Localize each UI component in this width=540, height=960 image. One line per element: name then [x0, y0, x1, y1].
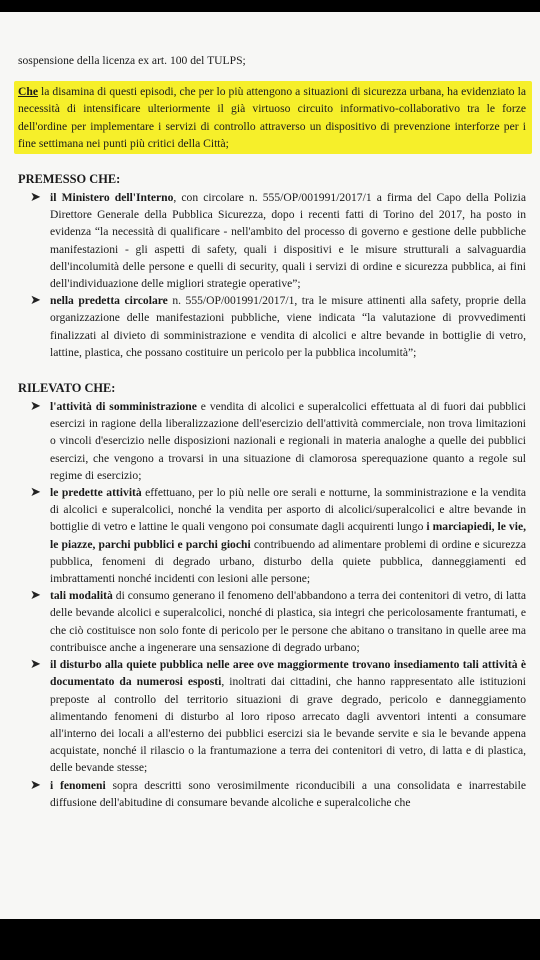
- item-text: , con circolare n. 555/OP/001991/2017/1 a firma del Capo della Polizia Direttore Generale della Pubblica Sicurezza, dopo i recenti fatti di Torino del 2017, ha posto in evidenza “la necessità di qualificare - nell'ambito del processo di governo e gestione delle pubbliche manifestazioni - gli aspetti di safety, quali i dispositivi e le misure strutturali a salvaguardia dell'incolumità delle persone e quelli di security, quali i servizi di ordine e sicurezza pubblica, ai fini dell'individuazione delle migliori strategie operative”;: [50, 191, 526, 291]
- item-text: effettuano, per lo più nelle ore serali e notturne, la somministrazione e la vendita di alcolici e superalcolici, nonché la vendita per asporto di alcolici/superalcolici e altre bevande in bottiglie di vetro e lattine le quali vengono poi consumate dagli acquirenti lungo: [50, 486, 527, 534]
- item-bold-lead: le predette attività: [50, 486, 142, 500]
- intro-line: sospensione della licenza ex art. 100 del TULPS;: [18, 54, 246, 67]
- item-text: , inoltrati dai cittadini, che hanno rappresentato alle istituzioni preposte al controllo del territorio situazioni di grave degrado, pericolo e danneggiamento alimentando fenomeni di disturbo al loro riposo arrecato dagli avventori intenti a consumare all'interno dei locali a all'esterno dei pubblici esercizi sia le bevande servite e sia le bevande appena acquistate, nonché il rilascio o la frantumazione a terra dei contenitori di vetro, di latta e di plastica, delle bevande stesse;: [50, 675, 526, 775]
- document-body: [18, 52, 526, 811]
- arrow-bullet-icon: ➤: [30, 587, 41, 603]
- arrow-bullet-icon: ➤: [30, 484, 41, 500]
- item-bold-lead: nella predetta circolare: [50, 294, 168, 308]
- item-text: n. 555/OP/001991/2017/1, tra le misure attinenti alla safety, proprie della organizzazione delle manifestazioni pubbliche, viene indicata “la valutazione di provvedimenti finalizzati al divieto di somministrazione e vendita di alcolici e altre bevande in bottiglie di vetro, lattine, plastica, che possano costituire un pericolo per la pubblica incolumità”;: [50, 294, 526, 359]
- highlighted-first-word: Che: [18, 85, 38, 99]
- list-item: [18, 656, 526, 776]
- section-heading-rilevato: RILEVATO CHE:: [18, 381, 116, 396]
- item-bold-lead: i fenomeni: [50, 778, 106, 792]
- list-item: [18, 587, 526, 656]
- item-text-continued: contribuendo ad alimentare problemi di ordine e sicurezza pubblica, fenomeni di degrado urbano, disturbo della quiete pubblica, danneggiamenti ed imbrattamenti nonché incidenti con lesioni alle persone;: [50, 537, 526, 586]
- section-heading-premesso: PREMESSO CHE:: [18, 172, 121, 187]
- item-bold-lead: tali modalità: [50, 589, 113, 603]
- list-item: [18, 777, 526, 811]
- item-bold-lead: l'attività di somministrazione: [50, 400, 197, 414]
- arrow-bullet-icon: ➤: [30, 189, 41, 205]
- item-text: sopra descritti sono verosimilmente riconducibili a una consolidata e inarrestabile diffusione dell'abitudine di consumare bevande alcoliche e superalcoliche che: [50, 778, 527, 809]
- premesso-list: [18, 189, 526, 361]
- arrow-bullet-icon: ➤: [30, 292, 41, 308]
- item-bold-lead: il disturbo alla quiete pubblica nelle aree ove maggiormente trovano insediamento tali attività è documentato da numerosi esposti: [50, 658, 526, 689]
- highlighted-paragraph: [14, 81, 532, 154]
- list-item: [18, 189, 526, 292]
- document-page: [0, 12, 540, 919]
- arrow-bullet-icon: ➤: [30, 776, 41, 792]
- list-item: [18, 292, 526, 361]
- item-bold-inline: i marciapiedi, le vie, le piazze, parchi pubblici e parchi giochi: [50, 520, 526, 551]
- item-bold-lead: il Ministero dell'Interno: [50, 191, 174, 205]
- arrow-bullet-icon: ➤: [30, 398, 41, 414]
- list-item: [18, 398, 526, 484]
- rilevato-list: [18, 398, 526, 811]
- arrow-bullet-icon: ➤: [30, 656, 41, 672]
- list-item: [18, 484, 526, 587]
- item-text: e vendita di alcolici e superalcolici effettuata al di fuori dai pubblici esercizi in ragione della liberalizzazione dell'esercizio dell'attività commerciale, non trova limitazioni o vincoli d'esercizio nelle disposizioni nazionali e regionali in materia analoghe a quelle dei pubblici esercizi, che vengono a trovarsi in una situazione di clamorosa sperequazione quanto a regole sul regime di esercizio;: [50, 400, 526, 482]
- highlighted-text: la disamina di questi episodi, che per lo più attengono a situazioni di sicurezza urbana, ha evidenziato la necessità di intensificare ulteriormente il già virtuoso circuito informativo-collaborativo tra le forze dell'ordine per implementare i servizi di controllo attraverso un dispositivo di prevenzione interforze per i fine settimana nei punti più critici della Città;: [18, 85, 526, 150]
- item-text: di consumo generano il fenomeno dell'abbandono a terra dei contenitori di vetro, di latta delle bevande alcolici e superalcolici, nonché di plastica, sia integri che pericolosamente frantumati, e che ciò costituisce non solo fonte di pericolo per le persone che abitano o transitano in quelle aree ma contribuisce anche a ingenerare una sensazione di degrado urbano;: [50, 589, 526, 654]
